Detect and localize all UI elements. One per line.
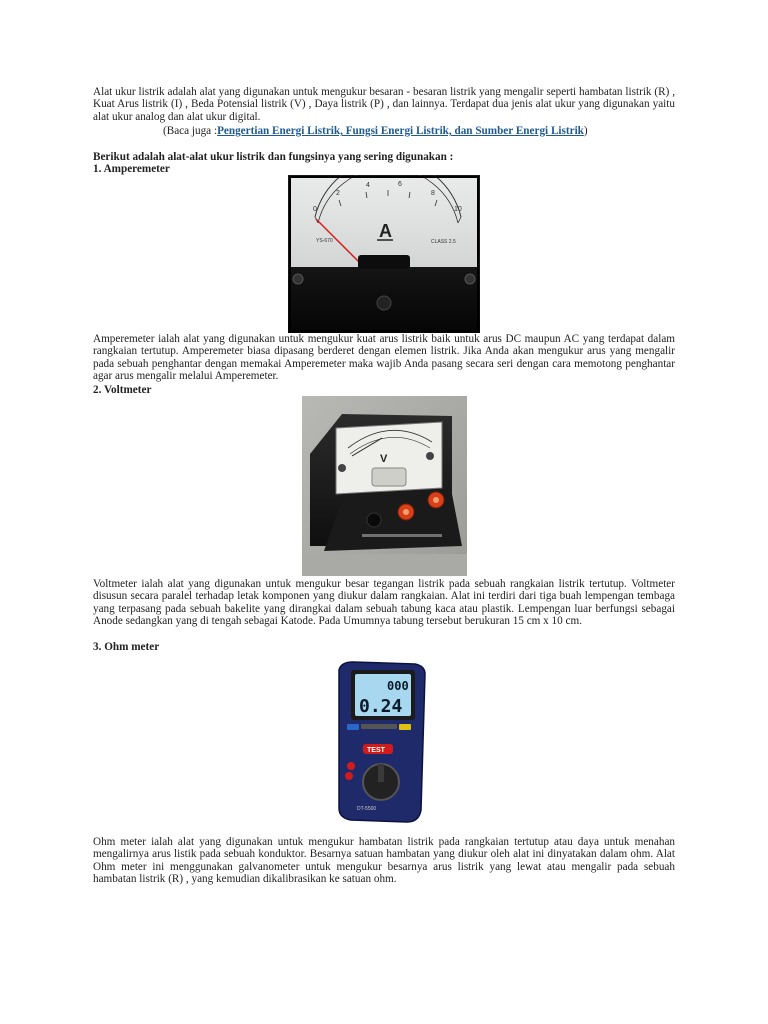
ammeter-tick-3: 6 (398, 181, 402, 188)
amperemeter-image (288, 175, 480, 333)
voltmeter-paragraph: Voltmeter ialah alat yang digunakan untuk mengukur besar tegangan listrik pada sebuah rangkaian listrik tertutup. Voltmeter disusun secara paralel terhadap letak komponen yang diukur dalam rangkaian. Alat ini terdiri dari tiga buah lempengan tembaga yang terpasang pada sebuah bakelite yang dirangkai dalam sebuah tabung kaca atau plastik. Lempengan luar berfungsi sebagai Anode sedangkan yang di tengah sebagai Katode. Pada Umumnya tabung tersebut berukuran 15 cm x 10 cm. (93, 578, 675, 628)
item-heading-ohm-meter: 3. Ohm meter (93, 641, 160, 653)
ohmmeter-display-top: 000 (387, 679, 409, 693)
voltmeter-unit: V (380, 453, 388, 465)
ohmmeter-model: DT-5500 (357, 806, 377, 812)
item-heading-amperemeter: 1. Amperemeter (93, 163, 170, 175)
voltmeter-terminal-black (367, 513, 381, 527)
ammeter-tick-4: 8 (431, 190, 435, 197)
ammeter-screw-right (465, 274, 475, 284)
ammeter-zero-adjust (377, 296, 391, 310)
read-also-line (93, 125, 675, 137)
ohmmeter-display-main: 0.24 (359, 696, 403, 717)
ohm-meter-image (329, 660, 439, 826)
ammeter-tick-1: 2 (336, 190, 340, 197)
ammeter-tick-5: 10 (454, 206, 462, 213)
ammeter-class: CLASS 2.5 (431, 239, 456, 245)
read-also-link[interactable]: Pengertian Energi Listrik, Fungsi Energi Listrik, dan Sumber Energi Listrik (217, 125, 584, 137)
ammeter-model: YS-670 (316, 238, 333, 244)
ohm-meter-paragraph: Ohm meter ialah alat yang digunakan untuk mengukur hambatan listrik pada rangkaian tertutup atau daya untuk menahan mengalirnya arus listik pada sebuah konduktor. Besarnya satuan hambatan yang diukur oleh alat ini dinyatakan dalam ohm. Alat Ohm meter ini menggunakan galvanometer untuk mengukur besarnya arus listrik yang lewat atau mengalir pada sebuah hambatan listrik (R) , yang kemudian dikalibrasikan ke satuan ohm. (93, 836, 675, 886)
ammeter-tick-2: 4 (366, 182, 370, 189)
item-heading-voltmeter: 2. Voltmeter (93, 384, 152, 396)
ammeter-unit: A (379, 221, 392, 241)
amperemeter-paragraph: Amperemeter ialah alat yang digunakan untuk mengukur kuat arus listrik baik untuk arus DC maupun AC yang terdapat dalam rangkaian tertutup. Amperemeter biasa dipasang berderet dengan elemen listrik. Jika Anda akan mengukur arus yang mengalir pada sebuah penghantar dengan memakai Amperemeter maka wajib Anda pasang secara seri dengan cara memotong penghantar agar arus mengalir melalui Amperemeter. (93, 333, 675, 383)
list-heading: Berikut adalah alat-alat ukur listrik dan fungsinya yang sering digunakan : (93, 151, 454, 163)
read-also-suffix: ) (583, 125, 588, 137)
intro-paragraph: Alat ukur listrik adalah alat yang digunakan untuk mengukur besaran - besaran listrik yang mengalir seperti hambatan listrik (R) , Kuat Arus listrik (I) , Beda Potensial listrik (V) , Daya listrik (P) , dan lainnya. Terdapat dua jenis alat ukur yang digunakan yaitu alat ukur analog dan alat ukur digital. (93, 86, 675, 123)
ammeter-screw-left (293, 274, 303, 284)
read-also-prefix: (Baca juga : (163, 125, 218, 137)
voltmeter-image (302, 396, 467, 576)
ammeter-tick-0: 0 (313, 206, 317, 213)
ohmmeter-test-label: TEST (367, 747, 385, 754)
